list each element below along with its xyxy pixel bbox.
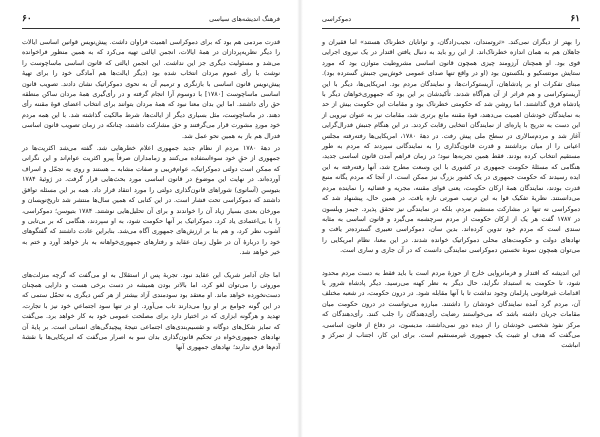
left-page-header [22, 14, 280, 27]
right-page [300, 0, 600, 437]
left-header-rule [22, 28, 280, 29]
left-page-number: ۶۰ [22, 14, 32, 24]
left-paragraph-2: در دههٔ ۱۷۸۰ مردم از نظام جدید جمهوری اعلام خطرهایی شد. گفته می‌شد اکثریت‌ها در جمهوری از حقِ خود سوءاستفاده می‌کنند و زمامداران صرفاً پیرو اکثریت عوام‌اند و این نگرانی که ممکن است دولتی دموکراتیک، عوام‌فریبی و صفات مشابه ــ هستند و روی به تجمّل و اسراف آورده‌اند. در نهایت این موضوع در قانون اساسی مورد بحث‌هایی قرار گرفت. در ژوئیهٔ ۱۷۸۴ بتیوسن (آسانوی) شوراهای قانون‌گذاری دولتی را مورد انتقاد قرار داد. همه بر این مسئله توافق داشتند که دموکراسی تحت فشار است. در این کتابی که همین سال‌ها منتشر شد تاریخ‌نویسان و مورخان بعدی بسیار زیاد آن را خواندند و برای آن تحلیل‌هایی نوشتند. ۱۷۸۴ بتیوسن؛ دموکراسی، را با بی‌اعتمادی یاد کرد. دموکراتیک بر آنها حکومت شود، به او سپردند، هنگامی که بر بی‌تابی و آشوب نظر کرد، و هم بنا بر ارزش‌های جمهوری آگاه می‌شد. بنابراین عادت داشتند که گفتگوهای خود را دربارهٔ آن در طول زمان عقاید و رفتارهای جمهوری‌خواهانه به بار خواهد آورد و ختم به خیر خواهد شد. [22, 145, 280, 257]
left-paragraph-1: قدرت مردمی هم بود که برای دموکراسی اهمیت فراوان داشت. پیش‌نویس قوانین اساسی ایالات را دیگر نظریه‌پردازان در همهٔ ایالات، انجمن ایالتی تهیه می‌کرد که به همین منظور فراخوانده می‌شد و مسئولیت دیگری جز این نداشت. این انجمن ایالتی که قانون اساسی ماساچوست را نوشت با رأی عموم مردان انتخاب شده بود (دیگر ایالت‌ها هم آمادگی خود را برای تهیهٔ پیش‌نویس قانون اساسی با بازنگری و ترمیم آن به نحوی دموکراتیک نشان دادند. تصویب قانون اساسی ماساچوست [۱۷۸۰] با دوسوم آرا انجام گرفته و در رأی‌گیری همهٔ مردان ساکن منطقه حق رأی داشتند. اما این بدان معنا نبود که همهٔ مردان بتوانند برای انتخاب اعضای قوهٔ مقننه رأی دهند. در ماساچوست، مثل بسیاری دیگر از ایالت‌ها، شرط مالکیت گذاشته شد. با این همه مردم خود موردِ مشورت قرار می‌گرفتند و حق مشارکت داشتند، چنانکه در زمان تصویب قانون اساسی فدرال هم باز به همین نحو عمل شد. [22, 39, 280, 140]
right-running-title: دموکراسی [322, 15, 352, 23]
right-page-header [322, 14, 580, 27]
right-page-body [322, 38, 580, 352]
left-page-body [22, 38, 280, 354]
right-paragraph-1: را بهتر از دیگران نمی‌کند. «ثروتمندان، نجیب‌زادگان، و توانایان خطرناک هستند» اما فقیران و جاهلان هم به همان اندازه خطرناک‌اند. از این رو باید به دنبال یافتن اقتدار در یک نیروی اجرایی قوی بود. او همچنان آرزومند چیزی همچون قانون اساسی مشروطیت متوازن بود که مورد ستایش مونتسکیو و بلکستون بود (او در واقع تنها صدای عمومی خوش‌بین جنبش گسترده بود). مبنای تفکرات او بر پادشاهان، آریستوکرات‌ها، و نمایندگان مردم بود. امریکایی‌ها، دیگر با این آریستوکراسی و هم فراتر از آن هم‌آگاه شدند. تأکیدشان بر این بود که جمهوری‌خواهان دیگر با پادشاه فرق گذاشتند. اما روشن شد که حکومتی خطرناک بود و مقامات این حکومت بیش از حد به نمایندگان خودشان اهمیت می‌دهند، قوهٔ مقننه مانع برتری شد، مقامات نیز به عنوان نیرویی از این دست به تدریج با پاره‌ای از نمایندگان انتخابی رقابت کردند. در این هنگام جنبش فدرال‌گرایی آغاز شد و مردم‌سالاری در سطح ملی پیش رفت. در دههٔ ۱۷۸۰، امریکایی‌ها رفته‌رفته مجلس اعیانی را از میان برداشتند و قدرت قانون‌گذاری را به نمایندگانی سپردند که مردم به طور مستقیم انتخاب کرده بودند. فقط همین تجربه‌ها نبود؛ در زمان فراهم آمدن قانون اساسی جدید، هنگامی که مسئلهٔ حکومت جمهوری در کشوری با این وسعت مطرح شد، آنها رفته‌رفته به این ایده رسیدند که حکومت جمهوری در یک کشور بزرگ نیز ممکن است. از آنجا که مردم یگانه منبع قدرت بودند، نمایندگان همهٔ ارکان حکومت، یعنی قوای مقننه، مجریه و قضائیه را نماینده مردم می‌دانستند. نظریهٔ تفکیک قوا به این ترتیب صورتی تازه یافت. در همین حال، پیشنهاد شد که دموکراسی نه تنها در مشارکت مستقیم مردم، بلکه در نمایندگی نیز تحقق پذیرد. جیمز ویلسون در ۱۷۸۷ گفت هر یک از ارکان حکومت از مردم سرچشمه می‌گیرد و قانون اساسی به مثابه سندی است که مردم خود تدوین کرده‌اند. بدین سان، دموکراسی تعبیری گسترده‌تر یافت و نهادهای دولت و حکومت‌های محلی دموکراتیک خوانده شدند. در این معنا، نظام امریکایی را می‌توان همچون نمونهٔ نخستین دموکراسی نمایندگی دانست که در آن جاری و ساری است. [322, 39, 580, 255]
right-page-number: ۶۱ [570, 14, 580, 24]
left-paragraph-3: اما جان آدامز شریک این عقاید نبود. تجربهٔ پس از استقلال به او می‌گفت که گرچه منزلت‌های موروثی را می‌توان لغو کرد، اما بالاتر بودن همیشه در دست برخی هست و دارایی همچنان دست‌نخورده خواهد ماند. او معتقد بود سودمندی آزاد بیشتر از هر کس دیگری به تحمّل ستمی که در این گونه جوامع بر او روا می‌دارند تاب می‌آورد. او در تنها سود اجتماعیِ خود نیز با تجارت، تهدید و هرگونه ابزاری که در اختیار دارد برای مصلحت عمومی خود به کار خواهد برد. می‌گفت که تمایز شکل‌های دوگانه و تقسیم‌بندی‌های اجتماعی نتیجهٔ پیچیدگی‌های انسانی است. بر پایهٔ آن نهادهای جمهوری‌خواه در تحکیم قانون‌گذاری بدان سو به اصرار می‌گفت که امریکایی‌ها با نقشهٔ آدم‌ها فرق ندارند؛ نهادهای جمهوری آنها [22, 271, 280, 352]
right-header-rule [322, 28, 580, 29]
left-running-title: فرهنگ اندیشه‌های سیاسی [209, 15, 280, 23]
right-paragraph-2: این اندیشه که اقتدار و فرمانروایی خارج از حوزهٔ مردم است با باید فقط به دست مردم محدود شود، تا حکومت به استبداد نگراید، حال دیگر به نظر کهنه می‌رسید. دیگر پادشاه شرور یا اقدامات غیرقانونی پارلمان وجود نداشت تا با آنها مقابله شود. در درون حکومت، در شعبه مختلف آن، مردم گرد آمده نمایندگان خودشان را داشتند. مبارزه می‌توانست در درون حکومت میان مقامات جریان داشته باشد که می‌خواستند رضایت رأی‌دهندگان را جلب کنند. رأی‌دهندگان که مرکز نفوذ شخصی خودشان را از دیده دور نمی‌داشتند، مدیسون، در دفاع از قانون اساسی، می‌گفت که هدف او تثبیت یک جمهوری غیرمستقیم است. برای این کار، اجتناب از تمرکز و انباشت [322, 269, 580, 350]
